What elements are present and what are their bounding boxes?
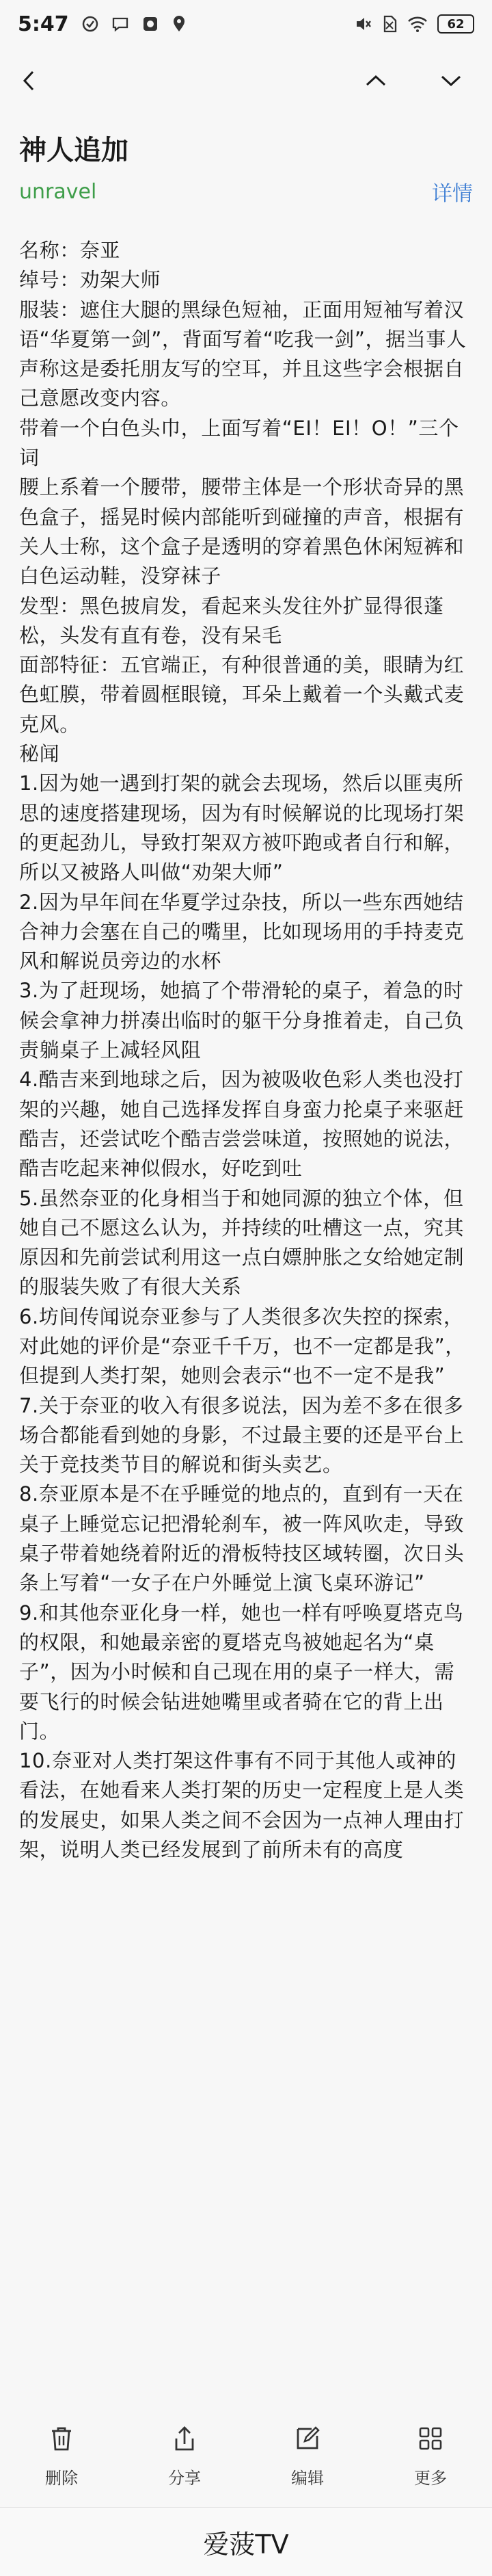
more-icon (415, 2423, 446, 2458)
wifi-icon (407, 15, 428, 33)
previous-note-button[interactable] (352, 58, 400, 106)
note-subtitle: unravel (19, 179, 97, 204)
note-secret-10: 10.奈亚对人类打架这件事有不同于其他人或神的看法，在她看来人类打架的历史一定程度上是人类的发展史，如果人类之间不会因为一点神人理由打架，说明人类已经发展到了前所未有的高度 (19, 1749, 465, 1862)
status-left (18, 12, 187, 36)
note-secret-6: 6.坊间传闻说奈亚参与了人类很多次失控的探索，对此她的评价是“奈亚千千万，也不一定都是我”，但提到人类打架，她则会表示“也不一定不是我” (19, 1304, 465, 1388)
trash-icon (46, 2423, 77, 2458)
more-button[interactable] (390, 2423, 472, 2488)
edit-icon (292, 2423, 323, 2458)
share-label: 分享 (168, 2468, 201, 2488)
note-secret-2: 2.因为早年间在华夏学过杂技，所以一些东西她结合神力会塞在自己的嘴里，比如现场用的手持麦克风和解说员旁边的水杯 (19, 890, 465, 973)
note-section-secrets: 秘闻 (19, 742, 60, 766)
status-bar (0, 0, 492, 48)
note-secret-4: 4.酷吉来到地球之后，因为被吸收色彩人类也没打架的兴趣，她自己选择发挥自身蛮力抡桌子来驱赶酷吉，还尝试吃个酷吉尝尝味道，按照她的说法，酷吉吃起来神似假水，好吃到吐 (19, 1068, 465, 1181)
note-line-belt: 腰上系着一个腰带，腰带主体是一个形状奇异的黑色盒子，摇晃时候内部能听到碰撞的声音，根据有关人士称，这个盒子是透明的穿着黑色休闲短裤和白色运动鞋，没穿袜子 (19, 475, 465, 588)
sync-status-icon (81, 15, 99, 33)
back-button[interactable] (5, 58, 53, 106)
delete-button[interactable] (20, 2423, 102, 2488)
chevron-left-icon (17, 68, 42, 96)
note-line-headband: 带着一个白色头巾，上面写着“EI！EI！O！”三个词 (19, 416, 459, 470)
chevron-down-icon (439, 68, 463, 96)
chevron-up-icon (364, 68, 388, 96)
delete-label: 删除 (45, 2468, 78, 2488)
next-note-button[interactable] (427, 58, 475, 106)
app-banner[interactable]: 爱菠TV (0, 2507, 492, 2576)
nav-bar (0, 58, 492, 106)
note-secret-8: 8.奈亚原本是不在乎睡觉的地点的，直到有一天在桌子上睡觉忘记把滑轮刹车，被一阵风吹走，导致桌子带着她绕着附近的滑板特技区域转圈，次日头条上写着“一女子在户外睡觉上演飞桌环游记” (19, 1482, 465, 1595)
note-line-hairstyle: 发型：黑色披肩发，看起来头发往外扩显得很蓬松，头发有直有卷，没有呆毛 (19, 594, 444, 647)
more-label: 更多 (414, 2468, 447, 2488)
app-notification-icon (141, 15, 159, 33)
status-right (354, 14, 474, 34)
status-time: 5:47 (18, 12, 69, 36)
note-secret-1: 1.因为她一遇到打架的就会去现场，然后以匪夷所思的速度搭建现场，因为有时候解说的比现场打架的更起劲儿，导致打架双方被吓跑或者自行和解，所以又被路人叫做“劝架大师” (19, 772, 465, 884)
details-link[interactable]: 详情 (432, 182, 473, 206)
location-icon (172, 15, 187, 33)
note-secret-5: 5.虽然奈亚的化身相当于和她同源的独立个体，但她自己不愿这么认为，并持续的吐槽这一点，究其原因和先前尝试利用这一点白嫖肿胀之女给她定制的服装失败了有很大关系 (19, 1186, 465, 1299)
notification-bubble-icon (111, 15, 129, 33)
note-content (19, 236, 473, 1865)
share-icon (169, 2423, 200, 2458)
battery-indicator: 62 (437, 14, 474, 34)
note-line-outfit: 服装：遮住大腿的黑绿色短袖，正面用短袖写着汉语“华夏第一剑”，背面写着“吃我一剑”，据当事人声称这是委托朋友写的空耳，并且这些字会根据自己意愿改变内容。 (19, 298, 467, 410)
share-button[interactable] (144, 2423, 226, 2488)
edit-button[interactable] (266, 2423, 348, 2488)
edit-label: 编辑 (291, 2468, 324, 2488)
note-line-name: 名称：奈亚 (19, 239, 121, 262)
note-secret-9: 9.和其他奈亚化身一样，她也一样有呼唤夏塔克鸟的权限，和她最亲密的夏塔克鸟被她起名为“桌子”，因为小时候和自己现在用的桌子一样大，需要飞行的时候会钻进她嘴里或者骑在它的背上出门。 (19, 1601, 464, 1743)
note-line-face: 面部特征：五官端正，有种很普通的美，眼睛为红色虹膜，带着圆框眼镜，耳朵上戴着一个头戴式麦克风。 (19, 653, 465, 736)
mute-icon (354, 15, 372, 33)
note-secret-3: 3.为了赶现场，她搞了个带滑轮的桌子，着急的时候会拿神力拼凑出临时的躯干分身推着走，自己负责躺桌子上减轻风阻 (19, 979, 465, 1062)
note-secret-7: 7.关于奈亚的收入有很多说法，因为差不多在很多场合都能看到她的身影，不过最主要的还是平台上关于竞技类节目的解说和街头卖艺。 (19, 1393, 465, 1477)
note-line-nickname: 绰号：劝架大师 (19, 268, 161, 292)
note-meta-row (19, 176, 473, 207)
note-title: 神人追加 (19, 135, 128, 166)
no-sim-icon (381, 15, 398, 33)
bottom-toolbar (0, 2415, 492, 2497)
